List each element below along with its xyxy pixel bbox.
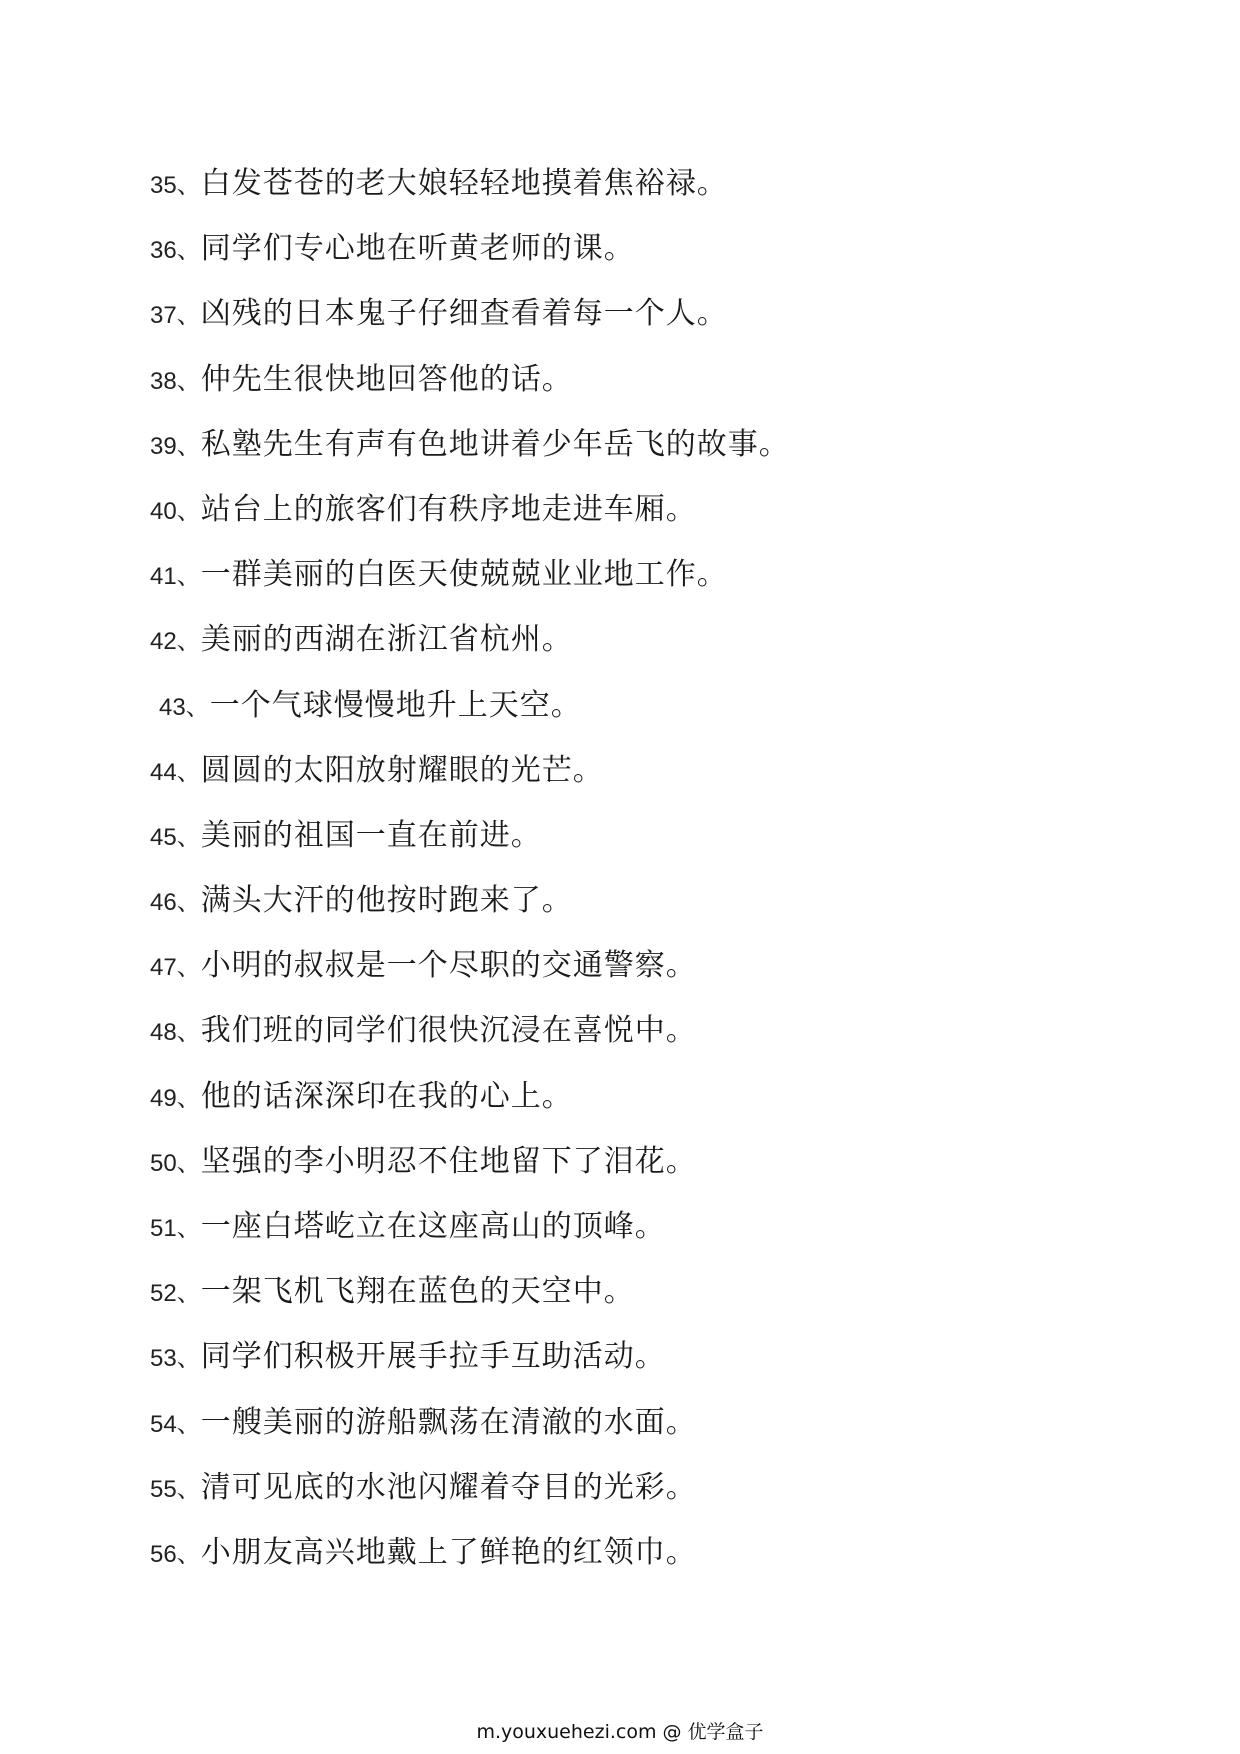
sentence-item [150, 223, 790, 288]
sentence-item [150, 1266, 790, 1331]
sentence-item [150, 419, 790, 484]
sentence-text: 美丽的祖国一直在前进。 [200, 817, 542, 853]
sentence-item [150, 1397, 790, 1462]
sentence-number: 41、 [150, 563, 201, 591]
sentence-number: 36、 [150, 237, 201, 265]
sentence-text: 一艘美丽的游船飘荡在清澈的水面。 [200, 1404, 697, 1440]
sentence-number: 52、 [150, 1280, 201, 1308]
sentence-number: 50、 [150, 1149, 201, 1177]
sentence-item [150, 288, 790, 353]
sentence-number: 49、 [150, 1084, 201, 1112]
sentence-text: 白发苍苍的老大娘轻轻地摸着焦裕禄。 [200, 166, 728, 201]
sentence-item [150, 484, 790, 549]
sentence-text: 一个气球慢慢地升上天空。 [209, 687, 582, 723]
sentence-item [150, 1071, 790, 1136]
sentence-text: 一架飞机飞翔在蓝色的天空中。 [200, 1274, 635, 1310]
sentence-number: 48、 [150, 1019, 201, 1047]
sentence-item [150, 1201, 790, 1266]
sentence-item [150, 158, 790, 223]
sentence-text: 我们班的同学们很快沉浸在喜悦中。 [200, 1013, 697, 1049]
sentence-text: 小明的叔叔是一个尽职的交通警察。 [200, 948, 697, 984]
sentence-number: 45、 [150, 823, 201, 851]
sentence-item [150, 354, 790, 419]
sentence-text: 他的话深深印在我的心上。 [200, 1078, 573, 1114]
sentence-number: 47、 [150, 954, 201, 982]
sentence-number: 54、 [150, 1410, 201, 1438]
sentence-number: 42、 [150, 628, 201, 656]
sentence-number: 56、 [150, 1540, 201, 1568]
sentence-item [150, 745, 790, 810]
sentence-text: 一群美丽的白医天使兢兢业业地工作。 [200, 557, 728, 593]
sentence-item [150, 549, 790, 614]
sentence-text: 同学们积极开展手拉手互助活动。 [200, 1339, 666, 1375]
sentence-text: 清可见底的水池闪耀着夺目的光彩。 [200, 1469, 697, 1505]
sentence-item [150, 1527, 790, 1592]
sentence-text: 圆圆的太阳放射耀眼的光芒。 [200, 752, 604, 788]
sentence-text: 仲先生很快地回答他的话。 [200, 361, 573, 397]
sentence-number: 43、 [159, 693, 210, 721]
sentence-text: 小朋友高兴地戴上了鲜艳的红领巾。 [200, 1534, 697, 1570]
sentence-item [150, 1005, 790, 1070]
sentence-number: 46、 [150, 889, 201, 917]
sentence-item [150, 810, 790, 875]
sentence-text: 同学们专心地在听黄老师的课。 [200, 231, 635, 267]
sentence-item [150, 680, 790, 745]
sentence-number: 55、 [150, 1475, 201, 1503]
sentence-text: 一座白塔屹立在这座高山的顶峰。 [200, 1209, 666, 1244]
sentence-list [150, 158, 790, 1592]
sentence-item [150, 1462, 790, 1527]
sentence-text: 满头大汗的他按时跑来了。 [200, 883, 573, 919]
sentence-text: 私塾先生有声有色地讲着少年岳飞的故事。 [200, 426, 790, 462]
sentence-text: 凶残的日本鬼子仔细查看着每一个人。 [200, 296, 728, 332]
sentence-number: 39、 [150, 432, 201, 460]
sentence-number: 35、 [150, 172, 201, 199]
sentence-number: 44、 [150, 758, 201, 786]
sentence-item [150, 614, 790, 679]
footer-watermark: m.youxuehezi.com @ 优学盒子 [476, 1721, 764, 1743]
sentence-number: 37、 [150, 302, 201, 330]
sentence-item [150, 940, 790, 1005]
sentence-item [150, 875, 790, 940]
sentence-text: 美丽的西湖在浙江省杭州。 [200, 622, 573, 658]
sentence-item [150, 1136, 790, 1201]
sentence-text: 坚强的李小明忍不住地留下了泪花。 [200, 1143, 697, 1179]
sentence-item [150, 1331, 790, 1396]
sentence-number: 40、 [150, 497, 201, 525]
sentence-number: 38、 [150, 367, 201, 395]
sentence-number: 53、 [150, 1345, 201, 1373]
sentence-number: 51、 [150, 1215, 201, 1242]
sentence-text: 站台上的旅客们有秩序地走进车厢。 [200, 491, 697, 527]
